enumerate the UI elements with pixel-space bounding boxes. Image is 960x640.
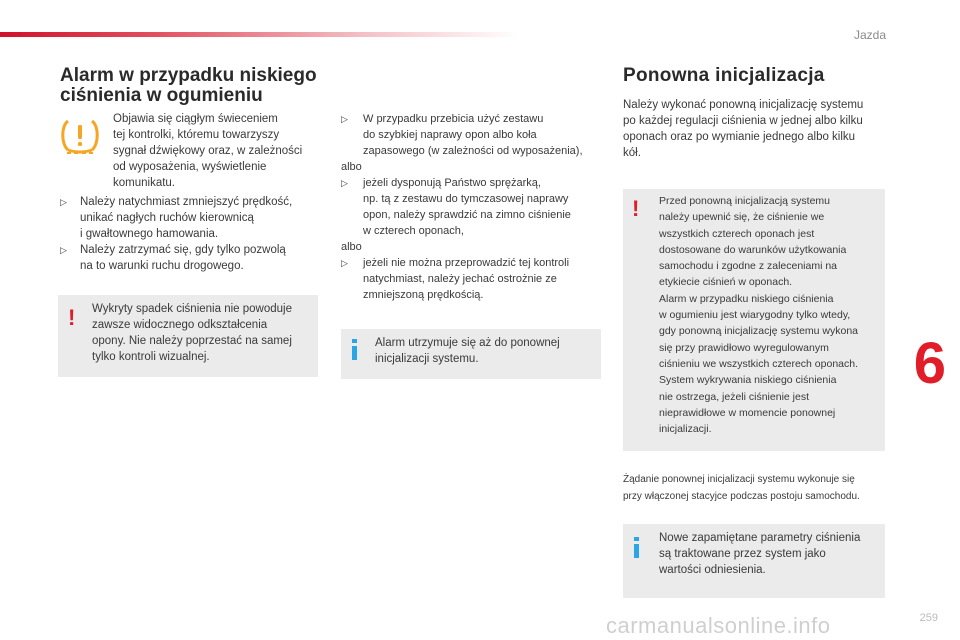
page-number: 259: [919, 612, 938, 624]
warning-line: nie ostrzega, jeżeli ciśnienie jest: [659, 390, 809, 403]
warning-line: Wykryty spadek ciśnienia nie powoduje: [92, 303, 292, 315]
middle-bullet-1: [341, 111, 611, 159]
chapter-number: 6: [913, 331, 946, 396]
or-separator: albo: [341, 161, 362, 173]
info-line: są traktowane przez system jako: [659, 548, 826, 560]
left-bullet-2: [60, 242, 325, 274]
warning-line: samochodu i zgodne z zaleceniami na: [659, 260, 838, 273]
intro-line: sygnał dźwiękowy oraz, w zależności: [113, 145, 303, 157]
info-line: inicjalizacji systemu.: [375, 353, 479, 365]
warning-line: tylko kontroli wizualnej.: [92, 351, 210, 363]
intro-line: Należy wykonać ponowną inicjalizację systemu: [623, 99, 864, 111]
right-section-title: Ponowna inicjalizacja: [623, 65, 825, 86]
bullet-line: Należy zatrzymać się, gdy tylko pozwolą: [80, 244, 286, 256]
middle-bullet-3: [341, 255, 611, 303]
or-separator: albo: [341, 241, 362, 253]
middle-bullet-2: [341, 175, 611, 239]
bullet-line: unikać nagłych ruchów kierownicą: [80, 212, 254, 224]
middle-info-text: [375, 335, 595, 367]
middle-content: [341, 111, 611, 303]
bullet-arrow-icon: ▷: [60, 245, 67, 255]
warning-line: opony. Nie należy poprzestać na samej: [92, 335, 292, 347]
intro-line: po każdej regulacji ciśnienia w jednej albo kilku: [623, 115, 863, 127]
left-section-title: Alarm w przypadku niskiego ciśnienia w ogumieniu: [60, 65, 317, 106]
section-label: Jazda: [853, 28, 886, 42]
bullet-line: Należy natychmiast zmniejszyć prędkość,: [80, 196, 293, 208]
warning-exclamation-icon: !: [68, 305, 76, 330]
bullet-line: zapasowego (w zależności od wyposażenia),: [363, 145, 583, 157]
bullet-line: i gwałtownego hamowania.: [80, 228, 219, 240]
right-request-text: [623, 471, 893, 505]
request-line: Żądanie ponownej inicjalizacji systemu wykonuje się: [623, 474, 855, 485]
intro-line: kół.: [623, 147, 641, 159]
bullet-line: jeżeli nie można przeprowadzić tej kontroli: [363, 257, 570, 269]
info-line: Nowe zapamiętane parametry ciśnienia: [659, 532, 861, 544]
top-accent-bar: [0, 32, 520, 37]
warning-line: nieprawidłowe w momencie ponownej: [659, 406, 836, 419]
bullet-arrow-icon: ▷: [341, 178, 348, 188]
warning-line: inicjalizacji.: [659, 423, 712, 436]
warning-line: w ogumieniu jest wiarygodny tylko wtedy,: [659, 309, 851, 322]
request-line: przy włączonej stacyjce podczas postoju samochodu.: [623, 491, 860, 502]
left-warning-text: [92, 301, 314, 365]
bullet-arrow-icon: ▷: [60, 197, 67, 207]
intro-line: oponach oraz po wymianie jednego albo kilku: [623, 131, 856, 143]
intro-line: Objawia się ciągłym świeceniem: [113, 113, 278, 125]
info-icon: [634, 537, 639, 541]
intro-line: komunikatu.: [113, 177, 176, 189]
warning-line: System wykrywania niskiego ciśnienia: [659, 374, 837, 387]
bullet-arrow-icon: ▷: [341, 258, 348, 268]
intro-line: tej kontrolki, któremu towarzyszy: [113, 129, 280, 141]
warning-line: wszystkich czterech oponach jest: [659, 227, 815, 240]
tyre-pressure-warning-icon: [58, 116, 102, 156]
right-intro-text: [623, 97, 893, 161]
info-icon-bar: [634, 544, 639, 558]
info-icon: [352, 339, 357, 343]
bullet-line: np. tą z zestawu do tymczasowej naprawy: [363, 193, 569, 205]
watermark: carmanualsonline.info: [606, 613, 831, 638]
warning-line: ciśnieniu we wszystkich czterech oponach.: [659, 357, 859, 370]
bullet-line: natychmiast, należy jechać ostrożnie ze: [363, 273, 557, 285]
bullet-line: W przypadku przebicia użyć zestawu: [363, 113, 544, 125]
warning-line: etykiecie ciśnień w oponach.: [659, 276, 793, 289]
bullet-line: opon, należy sprawdzić na zimno ciśnienie: [363, 209, 571, 221]
bullet-arrow-icon: ▷: [341, 114, 348, 124]
right-warning-text: [659, 193, 883, 437]
warning-line: gdy ponowną inicjalizację systemu wykona: [659, 325, 859, 338]
warning-line: Przed ponowną inicjalizacją systemu: [659, 195, 830, 207]
info-line: wartości odniesienia.: [659, 564, 766, 576]
bullet-line: na to warunki ruchu drogowego.: [80, 260, 244, 272]
right-info-text: [659, 530, 883, 578]
warning-line: Alarm w przypadku niskiego ciśnienia: [659, 292, 834, 305]
bullet-line: zmniejszoną prędkością.: [363, 289, 484, 301]
warning-line: się przy prawidłowo wyregulowanym: [659, 341, 829, 354]
warning-line: dostosowane do warunków użytkowania: [659, 243, 847, 256]
warning-exclamation-icon: !: [632, 196, 640, 221]
info-line: Alarm utrzymuje się aż do ponownej: [375, 337, 560, 349]
bullet-line: w czterech oponach,: [363, 225, 464, 237]
left-intro-text: [113, 111, 323, 191]
bullet-line: jeżeli dysponują Państwo sprężarką,: [363, 177, 541, 189]
bullet-line: do szybkiej naprawy opon albo koła: [363, 129, 537, 141]
warning-line: należy upewnić się, że ciśnienie we: [659, 211, 825, 224]
intro-line: od wyposażenia, wyświetlenie: [113, 161, 267, 173]
warning-line: zawsze widocznego odkształcenia: [92, 319, 268, 331]
left-bullet-1: [60, 194, 325, 242]
info-icon-bar: [352, 346, 357, 360]
